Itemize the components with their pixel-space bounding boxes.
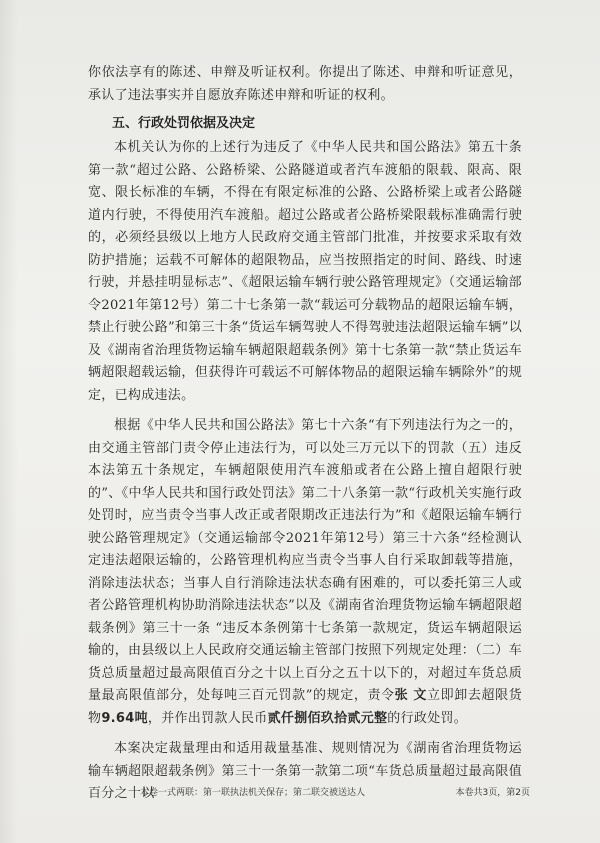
penalty-basis-text: 根据《中华人民共和国公路法》第七十六条“有下列违法行为之一的，由交通主管部门责令停止违法行为，可以处三万元以下的罚款（五）违反本法第五十条规定，车辆超限使用汽车渡船或者在公路上擅自超限行驶的”、《中华人民共和国行政处罚法》第二十八条第一款“行政机关实施行政处罚时，应当责令当事人改正或者限期改正违法行为”和《超限运输车辆行驶公路管理规定》（交通运输部令2021年第12号）第三十六条“经检测认定违法超限运输的，公路管理机构应当责令当事人自行采取卸载等措施，消除违法状态；当事人自行消除违法状态确有困难的，可以委托第三人或者公路管理机构协助消除违法状态”以及《湖南省治理货物运输车辆超限超载条例》第三十一条 “违反本条例第十七条第一款规定，货运车辆超限运输的，由县级以上人民政府交通运输主管部门按照下列规定处理：（二）车货总质量超过最高限值百分之十以上百分之五十以下的，对超过车货总质量最高限值部分，处每吨三百元罚款”的规定，责令 <box>88 418 522 703</box>
penalty-text-end: 的行政处罚。 <box>387 710 468 726</box>
paragraph-discretion: 本案决定裁量理由和适用裁量基准、规则情况为《湖南省治理货物运输车辆超限超载条例》第三十一条第一款第二项“车货总质量超过最高限值百分之十以 <box>88 741 522 801</box>
party-name: 张 文 <box>394 688 428 703</box>
paragraph-penalty-decision <box>88 415 522 730</box>
section-heading-penalty-basis: 五、行政处罚依据及决定 <box>112 116 256 131</box>
fine-amount: 贰仟捌佰玖拾贰元整 <box>267 710 388 726</box>
paragraph-rights: 你依法享有的陈述、申辩及听证权利。你提出了陈述、申辩和听证意见，承认了违法事实并自愿放弃陈述申辩和听证的权利。 <box>88 65 522 103</box>
penalty-text-mid2: ，并作出罚款人民币 <box>147 710 268 726</box>
footer-page-number: 本卷共3页，第2页 <box>455 788 530 798</box>
penalty-text-mid: 立即卸去超限货物 <box>88 688 522 726</box>
page-footer <box>140 785 530 798</box>
paragraph-violation: 本机关认为你的上述行为违反了《中华人民共和国公路法》第五十条第一款“超过公路、公路桥梁、公路隧道或者汽车渡船的限载、限高、限宽、限长标准的车辆，不得在有限定标准的公路、公路桥梁上或者公路隧道内行驶，不得使用汽车渡船。超过公路或者公路桥梁限载标准确需行驶的，必须经县级以上地方人民政府交通主管部门批准，并按要求采取有效防护措施；运载不可解体的超限物品，应当按照指定的时间、路线、时速行驶，并悬挂明显标志”、《超限运输车辆行驶公路管理规定》（交通运输部令2021年第12号）第二十七条第一款“载运可分载物品的超限运输车辆，禁止行驶公路”和第三十条“货运车辆驾驶人不得驾驶违法超限运输车辆”以及《湖南省治理货物运输车辆超限超载条例》第十七条第一款“禁止货运车辆超限超载运输，但获得许可载运不可解体物品的超限运输车辆除外”的规定，已构成违法。 <box>88 140 522 403</box>
overload-weight: 9.64吨 <box>101 710 148 726</box>
footer-copies-note: 本卷一式两联：第一联执法机关保存；第二联交被送达人 <box>140 788 366 798</box>
